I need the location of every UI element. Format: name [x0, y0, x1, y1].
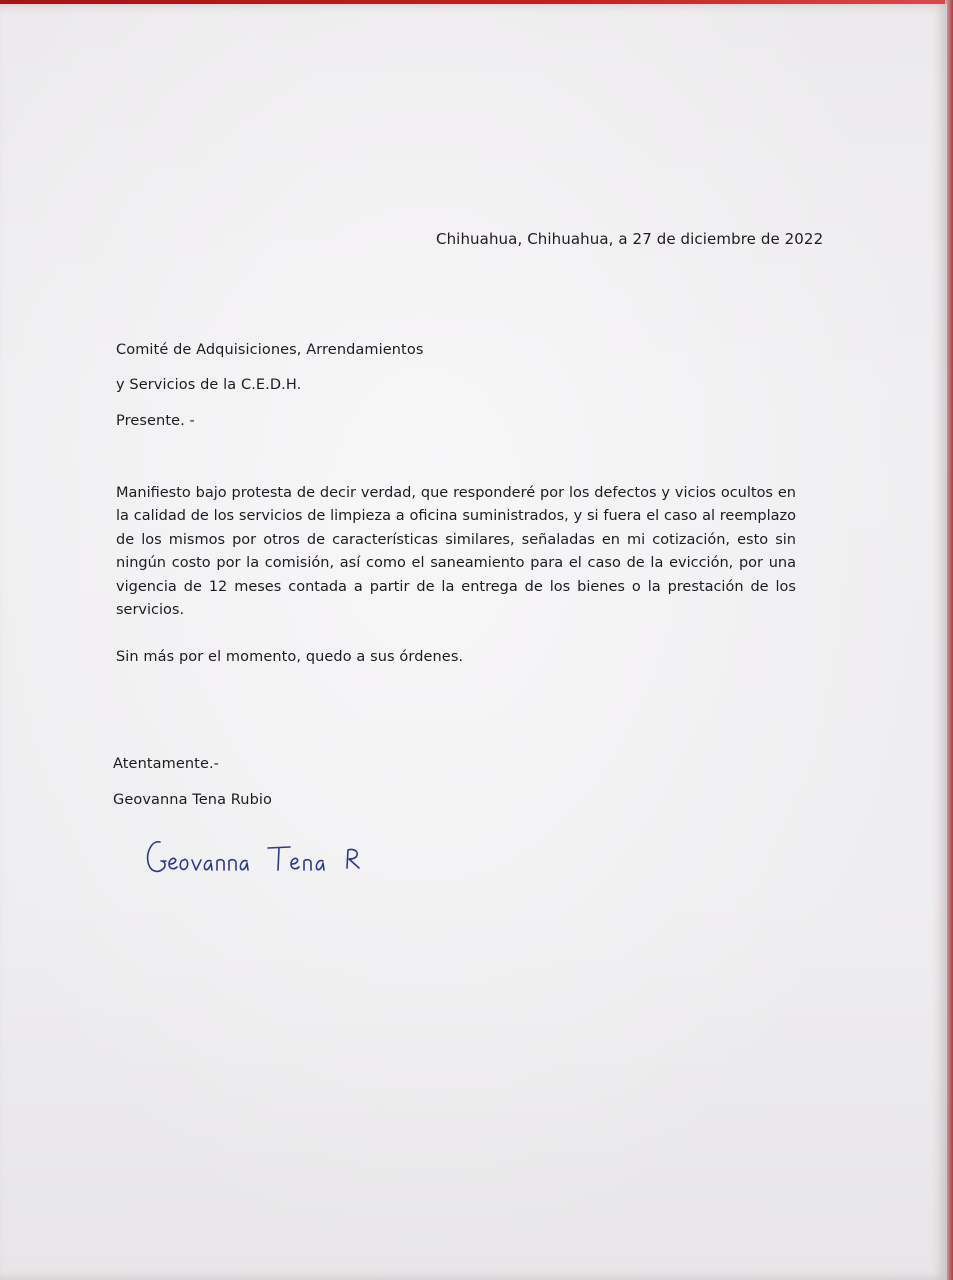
recipient-line-2: y Servicios de la C.E.D.H.	[116, 377, 302, 393]
closing-line: Sin más por el momento, quedo a sus órdenes.	[116, 649, 464, 665]
recipient-line-3: Presente. -	[116, 413, 195, 429]
signer-name: Geovanna Tena Rubio	[113, 792, 272, 808]
recipient-line-1: Comité de Adquisiciones, Arrendamientos	[116, 342, 424, 358]
handwritten-signature	[140, 830, 400, 890]
salutation: Atentamente.-	[113, 756, 220, 772]
body-paragraph: Manifiesto bajo protesta de decir verdad, que responderé por los defectos y vicios ocultos en la calidad de los servicios de limpieza a oficina suministrados, y si fuera el caso al reemplazo de los mismos por otros de características similares, señaladas en mi cotización, esto sin ningún costo por la comisión, así como el saneamiento para el caso de la evicción, por una vigencia de 12 meses contada a partir de la entrega de los bienes o la prestación de los servicios.	[116, 485, 796, 619]
letter-sheet	[0, 4, 947, 1280]
date-line: Chihuahua, Chihuahua, a 27 de diciembre de 2022	[436, 230, 824, 248]
